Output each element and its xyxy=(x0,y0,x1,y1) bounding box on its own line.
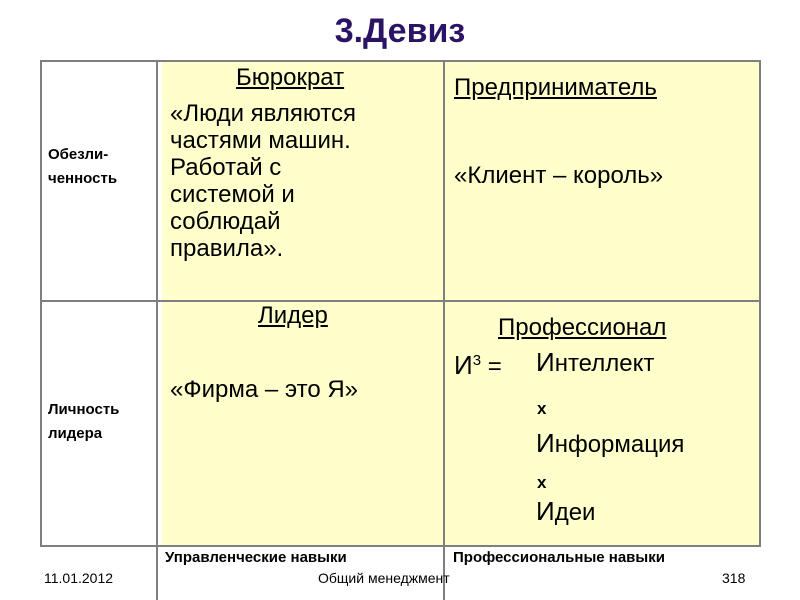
entrepreneur-motto: «Клиент – король» xyxy=(454,162,664,189)
column-label-managerial: Управленческие навыки xyxy=(165,549,347,566)
grid-divider-center-line xyxy=(443,60,445,600)
leader-heading: Лидер xyxy=(258,302,328,329)
footer-date: 11.01.2012 xyxy=(44,570,114,586)
row-label-leader-line1: Личность xyxy=(48,401,120,418)
entrepreneur-heading: Предприниматель xyxy=(454,74,657,101)
bureaucrat-motto-line: «Люди являются xyxy=(170,100,357,127)
row-label-facelessness-line1: Обезли- xyxy=(48,146,109,163)
term-initial: И xyxy=(536,428,555,458)
term-information xyxy=(536,430,684,458)
formula-power: 3 xyxy=(472,352,482,369)
formula-symbol: И xyxy=(454,350,473,380)
row-label-facelessness-line2: ченность xyxy=(48,170,118,187)
bureaucrat-motto-line: системой и xyxy=(170,181,295,208)
term-initial: И xyxy=(536,347,555,377)
column-label-professional: Профессиональные навыки xyxy=(453,549,665,566)
bureaucrat-motto-line: частями машин. xyxy=(170,127,351,154)
term-intellect xyxy=(536,349,654,377)
bureaucrat-motto xyxy=(170,100,356,262)
times-sign: x xyxy=(537,399,547,418)
bureaucrat-motto-line: соблюдай xyxy=(170,208,281,235)
term-initial: И xyxy=(536,496,555,526)
bureaucrat-motto-line: правила». xyxy=(170,235,284,262)
grid-divider-label-line xyxy=(156,60,158,600)
bureaucrat-motto-line: Работай с xyxy=(170,154,282,181)
row-label-facelessness xyxy=(48,143,117,191)
row-label-leader-line2: лидера xyxy=(48,425,103,442)
bureaucrat-heading: Бюрократ xyxy=(236,64,345,91)
term-rest: нтеллект xyxy=(554,350,655,377)
quadrant-leader-bg xyxy=(162,301,444,545)
footer-page-number: 318 xyxy=(722,570,746,586)
grid-right-line xyxy=(759,60,761,546)
grid-bottom-line xyxy=(40,545,761,547)
row-label-leader-personality xyxy=(48,398,119,446)
grid-middle-line xyxy=(40,300,761,302)
term-rest: деи xyxy=(554,499,596,526)
footer-course: Общий менеджмент xyxy=(318,570,450,586)
professional-heading: Профессионал xyxy=(498,314,667,341)
grid-top-line xyxy=(40,60,761,62)
times-sign: x xyxy=(537,473,547,492)
grid-left-line xyxy=(40,60,42,546)
term-rest: нформация xyxy=(554,431,685,458)
formula-equals: = xyxy=(481,353,509,380)
professional-formula xyxy=(454,347,508,380)
term-ideas xyxy=(536,498,595,526)
leader-motto: «Фирма – это Я» xyxy=(170,376,359,403)
slide-title: 3.Девиз xyxy=(334,12,466,50)
